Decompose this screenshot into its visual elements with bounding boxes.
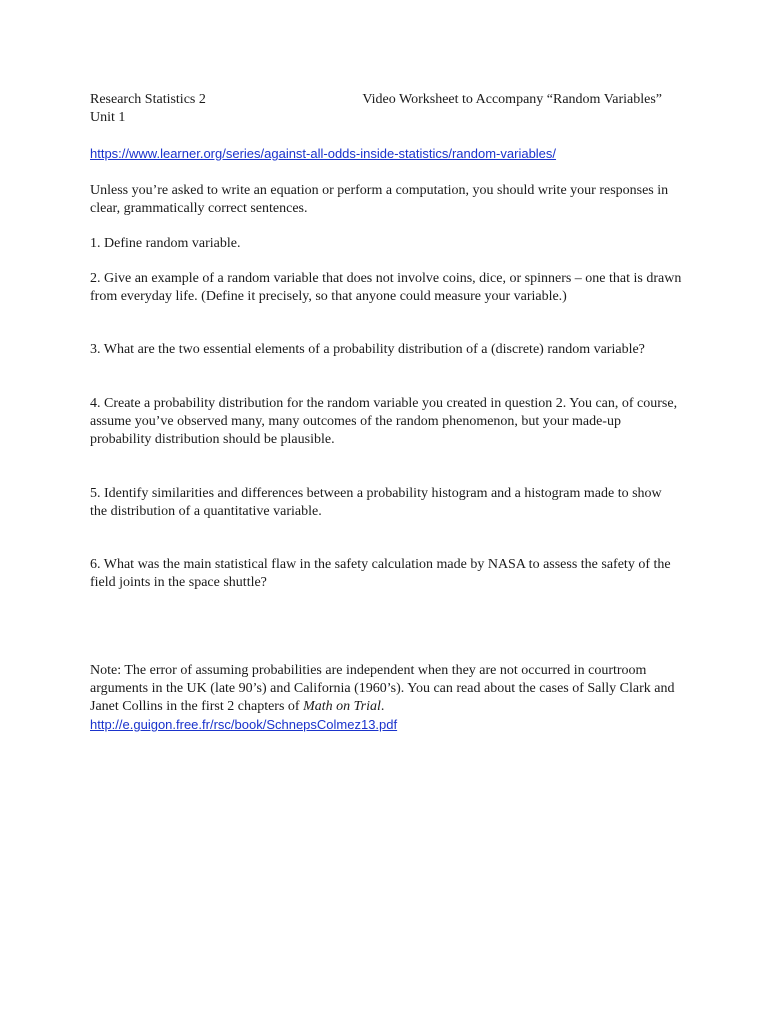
- video-link[interactable]: https://www.learner.org/series/against-all-odds-inside-statistics/random-variables/: [90, 146, 557, 161]
- question-2: 2. Give an example of a random variable that does not involve coins, dice, or spinners – one that is drawn from everyday life. (Define it precisely, so that anyone could measure your variable.): [90, 271, 682, 304]
- worksheet-page: [90, 91, 682, 735]
- question-6: 6. What was the main statistical flaw in the safety calculation made by NASA to assess the safety of the field joints in the space shuttle?: [90, 557, 671, 590]
- question-5: 5. Identify similarities and differences between a probability histogram and a histogram made to show the distribution of a quantitative variable.: [90, 486, 662, 519]
- book-link[interactable]: http://e.guigon.free.fr/rsc/book/SchnepsColmez13.pdf: [90, 717, 398, 732]
- question-3: 3. What are the two essential elements of a probability distribution of a (discrete) random variable?: [90, 342, 645, 357]
- note: [90, 662, 682, 716]
- book-title: Math on Trial: [303, 699, 381, 714]
- worksheet-title: Video Worksheet to Accompany “Random Variables”: [362, 92, 662, 107]
- instructions: Unless you’re asked to write an equation or perform a computation, you should write your responses in clear, grammatically correct sentences.: [90, 183, 669, 216]
- question-1: 1. Define random variable.: [90, 236, 241, 251]
- note-end: .: [380, 699, 385, 714]
- question-4: 4. Create a probability distribution for the random variable you created in question 2. You can, of course, assume you’ve observed many, many outcomes of the random phenomenon, but your made-up probability distribution should be plausible.: [90, 396, 678, 447]
- course-name: Research Statistics 2: [90, 92, 206, 107]
- unit-label: Unit 1: [90, 110, 126, 125]
- header: [90, 91, 682, 109]
- note-text: Note: The error of assuming probabilities are independent when they are not occurred in courtroom arguments in the UK (late 90’s) and California (1960’s). You can read about the cases of Sally Clark and Janet Collins in the first 2 chapters of: [90, 663, 675, 714]
